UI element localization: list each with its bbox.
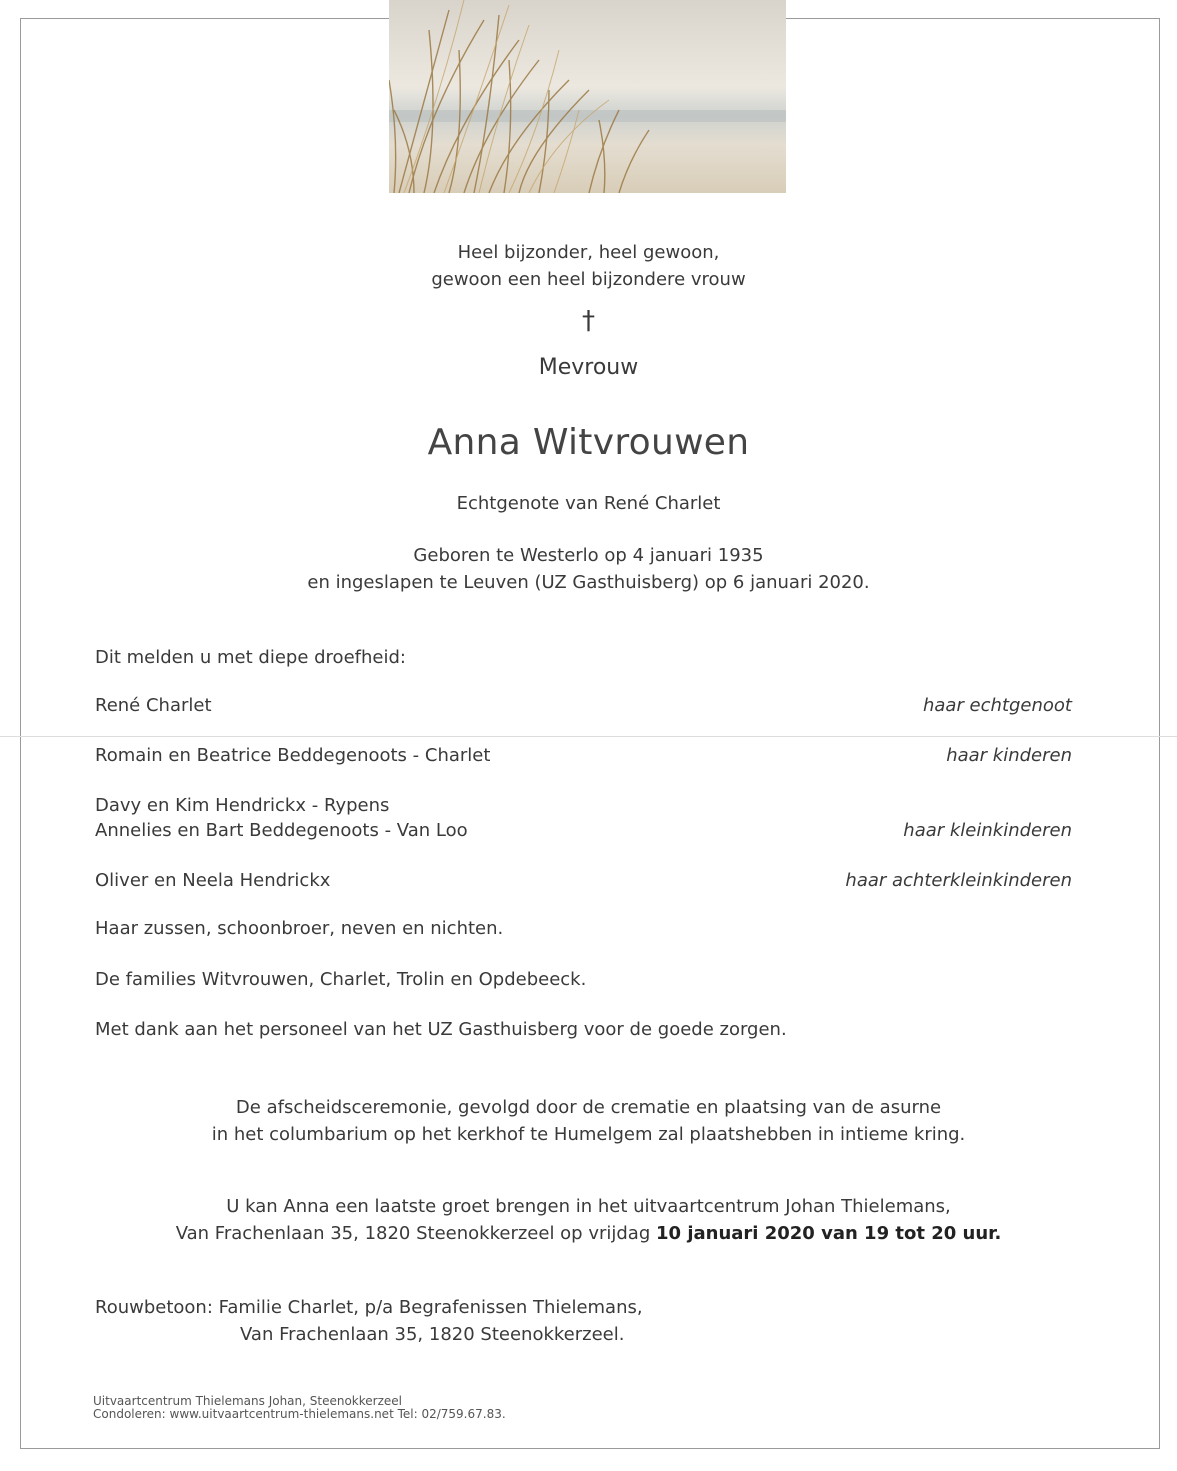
ceremony-line-2: in het columbarium op het kerkhof te Humelgem zal plaatshebben in intieme kring.: [211, 1124, 966, 1145]
ceremony-line-1: De afscheidsceremonie, gevolgd door de crematie en plaatsing van de asurne: [235, 1097, 942, 1118]
visitation-line-2: [0, 1220, 1177, 1247]
condolence-line-2: Van Frachenlaan 35, 1820 Steenokkerzeel.: [240, 1324, 625, 1345]
family-row: [95, 793, 1072, 843]
family-relation: haar kleinkinderen: [903, 820, 1072, 841]
family-names: Romain en Beatrice Beddegenoots - Charlet: [95, 745, 491, 766]
honorific: Mevrouw: [538, 355, 639, 380]
thanks-line: Met dank aan het personeel van het UZ Gasthuisberg voor de goede zorgen.: [95, 1019, 787, 1040]
spouse-line: Echtgenote van René Charlet: [456, 493, 721, 514]
family-names: Davy en Kim Hendrickx - Rypens Annelies en Bart Beddegenoots - Van Loo: [95, 795, 468, 841]
life-dates: [0, 542, 1177, 596]
family-names: René Charlet: [95, 695, 212, 716]
condolence-address: [95, 1294, 643, 1348]
family-row: [95, 693, 1072, 718]
announcement-intro: Dit melden u met diepe droefheid:: [95, 647, 406, 668]
family-relation: haar achterkleinkinderen: [845, 870, 1072, 891]
birth-line: Geboren te Westerlo op 4 januari 1935: [413, 545, 764, 566]
family-row: [95, 743, 1072, 768]
footer-line-2: Condoleren: www.uitvaartcentrum-thielemans.net Tel: 02/759.67.83.: [93, 1407, 506, 1421]
motto: [0, 239, 1177, 293]
condolence-line-1: Rouwbetoon: Familie Charlet, p/a Begrafenissen Thielemans,: [95, 1297, 643, 1318]
motto-line-1: Heel bijzonder, heel gewoon,: [457, 242, 720, 263]
family-names: Oliver en Neela Hendrickx: [95, 870, 331, 891]
cross-icon: †: [582, 306, 595, 336]
visitation-address: Van Frachenlaan 35, 1820 Steenokkerzeel op vrijdag: [175, 1223, 651, 1244]
family-relation: haar echtgenoot: [922, 695, 1072, 716]
family-relation: haar kinderen: [946, 745, 1072, 766]
visitation-line-1: U kan Anna een laatste groet brengen in het uitvaartcentrum Johan Thielemans,: [226, 1196, 951, 1217]
ceremony-notice: [0, 1094, 1177, 1148]
motto-line-2: gewoon een heel bijzondere vrouw: [431, 269, 746, 290]
family-list: [95, 693, 1072, 893]
footer: [93, 1395, 506, 1421]
footer-line-1: Uitvaartcentrum Thielemans Johan, Steenokkerzeel: [93, 1394, 402, 1408]
visitation-datetime: 10 januari 2020 van 19 tot 20 uur.: [656, 1223, 1002, 1244]
dune-grass-photo: [389, 0, 786, 193]
death-line: en ingeslapen te Leuven (UZ Gasthuisberg) op 6 januari 2020.: [307, 572, 870, 593]
families-line: De families Witvrouwen, Charlet, Trolin en Opdebeeck.: [95, 969, 587, 990]
relatives-line: Haar zussen, schoonbroer, neven en nichten.: [95, 918, 504, 939]
family-row: [95, 868, 1072, 893]
visitation-notice: [0, 1193, 1177, 1247]
deceased-name: Anna Witvrouwen: [427, 422, 750, 463]
